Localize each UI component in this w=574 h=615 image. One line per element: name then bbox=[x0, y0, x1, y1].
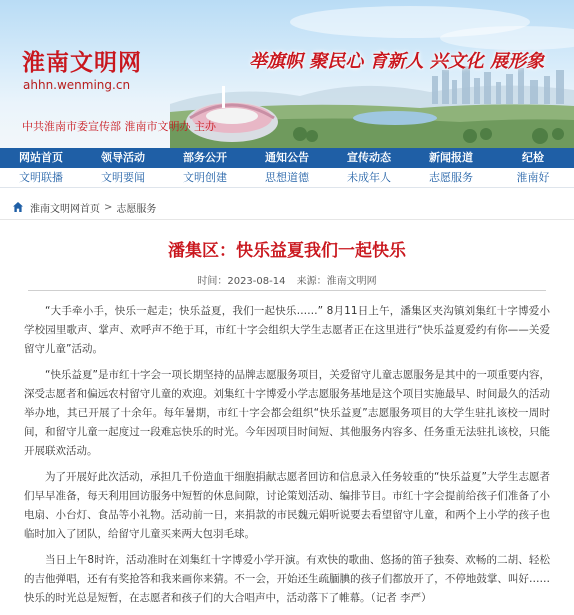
article-title: 潘集区：快乐益夏我们一起快乐 bbox=[168, 241, 406, 261]
subnav-item-minors[interactable]: 未成年人 bbox=[347, 171, 391, 184]
article-paragraph: “快乐益夏”是市红十字会一项长期坚持的品牌志愿服务项目，关爱留守儿童志愿服务是其中的一项重要内容，深受志愿者和偏远农村留守儿童的欢迎。刘集红十字博爱小学志愿服务基地是这个项目实施最早、时间最久的活动举办地，其已开展了十余年。每年暑期，市红十字会都会组织“快乐益夏”志愿服务项目的大学生驻扎该校一周时间，和留守儿童一起度过一段难忘快乐的时光。今年因项目时间短、其他服务内容多、任务重无法驻扎该校，只能开展联欢活动。 bbox=[24, 369, 550, 457]
breadcrumb-current-link[interactable]: 志愿服务 bbox=[116, 203, 157, 215]
subnav-item-civilization-news[interactable]: 文明要闻 bbox=[101, 171, 145, 184]
breadcrumb-home-link[interactable]: 淮南文明网首页 bbox=[30, 203, 100, 215]
site-domain: ahhn.wenming.cn bbox=[23, 78, 131, 92]
nav-item-news-reports[interactable]: 新闻报道 bbox=[429, 151, 473, 164]
article-date: 时间：2023-08-14 bbox=[197, 276, 286, 287]
nav-item-leader-activities[interactable]: 领导活动 bbox=[101, 151, 145, 164]
subnav-item-moral-thought[interactable]: 思想道德 bbox=[265, 171, 309, 184]
header-banner bbox=[0, 0, 574, 148]
article-source: 来源：淮南文明网 bbox=[296, 276, 377, 287]
article-paragraph: “大手牵小手，快乐一起走；快乐益夏，我们一起快乐……” 8月11日上午，潘集区夹沟镇刘集红十字博爱小学校园里歌声、掌声、欢呼声不绝于耳，市红十字会组织大学生志愿者正在这里进行“快乐益夏爱约有你——关爱留守儿童”活动。 bbox=[24, 305, 551, 355]
nav-item-notices[interactable]: 通知公告 bbox=[265, 151, 309, 164]
article-meta bbox=[0, 272, 574, 287]
nav-item-home[interactable]: 网站首页 bbox=[19, 151, 63, 164]
nav-item-publicity-news[interactable]: 宣传动态 bbox=[347, 151, 391, 164]
site-logo-name[interactable]: 淮南文明网 bbox=[22, 50, 142, 76]
article-paragraph: 当日上午8时许，活动准时在刘集红十字博爱小学开演。有欢快的歌曲、悠扬的笛子独奏、欢畅的二胡、轻松的吉他弹唱，还有有奖抢答和我来画你来猜。不一会，开始还生疏腼腆的孩子们都放开了，不停地鼓掌、叫好……快乐的时光总是短暂，在志愿者和孩子们的大合唱声中，活动落下了帷幕。（记者 李严） bbox=[24, 554, 550, 604]
breadcrumb-separator: > bbox=[104, 201, 113, 213]
nav-item-discipline[interactable]: 纪检 bbox=[522, 151, 544, 164]
article-body bbox=[24, 302, 550, 615]
subnav-item-civilization-building[interactable]: 文明创建 bbox=[183, 171, 227, 184]
breadcrumb bbox=[0, 195, 574, 220]
sponsor-text: 中共淮南市委宣传部 淮南市文明办 主办 bbox=[22, 120, 216, 133]
article-paragraph: 为了开展好此次活动，承担几千份造血干细胞捐献志愿者回访和信息录入任务较重的“快乐益夏”大学生志愿者们早早准备，每天利用回访服务中短暂的休息间隙，讨论策划活动、编排节目。市红十字会提前给孩子们准备了小电扇、小台灯、食品等小礼物。活动前一日，来捐款的市民魏元娟听说要去看望留守儿童，和两个上小学的孩子也临时加入了团队，给留守儿童买来两大包羽毛球。 bbox=[24, 471, 550, 540]
sub-nav bbox=[0, 168, 574, 188]
meta-divider bbox=[28, 290, 546, 291]
nav-item-department-affairs[interactable]: 部务公开 bbox=[183, 151, 227, 164]
header-slogan: 举旗帜 聚民心 育新人 兴文化 展形象 bbox=[249, 51, 545, 72]
subnav-item-volunteer-service[interactable]: 志愿服务 bbox=[429, 171, 473, 184]
subnav-item-civilization-broadcast[interactable]: 文明联播 bbox=[19, 171, 63, 184]
home-icon bbox=[12, 201, 24, 213]
subnav-item-huainan-good[interactable]: 淮南好 bbox=[516, 171, 550, 184]
main-nav bbox=[0, 148, 574, 168]
